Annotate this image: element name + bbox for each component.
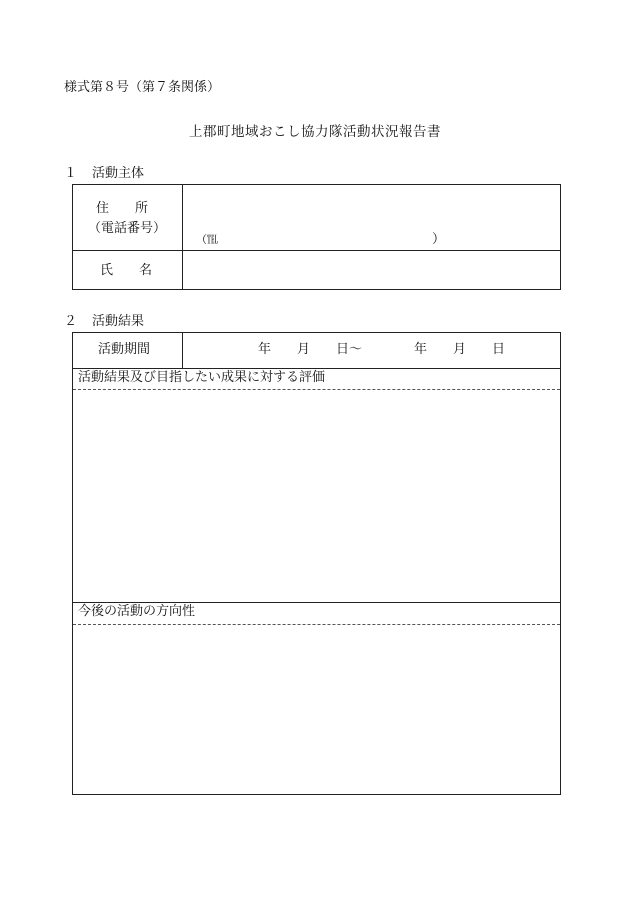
column-divider (182, 185, 183, 289)
row-divider (73, 602, 560, 603)
name-label: 氏 名 (100, 263, 153, 278)
section-2-number: ２ (64, 314, 78, 329)
column-divider (182, 333, 183, 368)
row-divider (73, 250, 560, 251)
section-1-number: １ (64, 166, 78, 181)
tel-open-paren: （℡ (196, 233, 218, 246)
section-2-heading (64, 314, 144, 330)
activity-period-value: 年 月 日～ 年 月 日 (258, 342, 506, 357)
phone-number-label: （電話番号） (88, 221, 167, 236)
section-1-heading (64, 166, 144, 182)
dotted-divider (73, 624, 560, 625)
section-1-title: 活動主体 (92, 166, 145, 181)
tel-close-paren: ） (432, 232, 446, 247)
dotted-divider (73, 389, 560, 390)
document-title: 上郡町地域おこし協力隊活動状況報告書 (189, 124, 441, 140)
address-label: 住 所 (96, 201, 149, 216)
section-2-title: 活動結果 (92, 314, 145, 329)
evaluation-label: 活動結果及び目指したい成果に対する評価 (78, 370, 326, 385)
future-direction-label: 今後の活動の方向性 (78, 604, 196, 619)
form-number: 様式第８号（第７条関係） (64, 80, 221, 95)
activity-period-label: 活動期間 (98, 342, 151, 357)
activity-result-table (72, 332, 561, 795)
row-divider (73, 368, 560, 369)
